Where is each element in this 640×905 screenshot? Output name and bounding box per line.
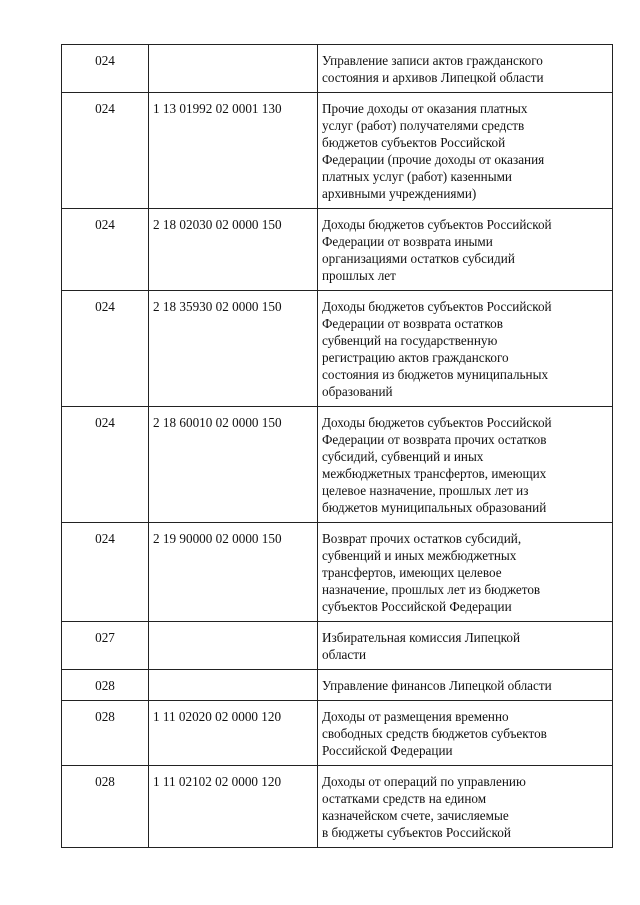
description-cell	[318, 291, 613, 407]
revenue-code-cell	[149, 670, 318, 701]
description-line: трансфертов, имеющих целевое	[322, 565, 502, 580]
description-line: назначение, прошлых лет из бюджетов	[322, 582, 541, 597]
description-line: бюджетов субъектов Российской	[322, 135, 506, 150]
table-row	[62, 45, 613, 93]
description-cell	[318, 407, 613, 523]
description-line: Российской Федерации	[322, 743, 453, 758]
revenue-code-cell: 1 11 02020 02 0000 120	[149, 701, 318, 766]
description-cell	[318, 622, 613, 670]
table-row	[62, 766, 613, 848]
description-line: архивными учреждениями)	[322, 186, 477, 201]
table-row	[62, 523, 613, 622]
description-line: Федерации от возврата иными	[322, 234, 493, 249]
description-line: субвенций на государственную	[322, 333, 498, 348]
description-line: Федерации (прочие доходы от оказания	[322, 152, 545, 167]
description-line: Доходы бюджетов субъектов Российской	[322, 415, 552, 430]
description-line: Возврат прочих остатков субсидий,	[322, 531, 522, 546]
description-line: остатками средств на едином	[322, 791, 487, 806]
description-line: платных услуг (работ) казенными	[322, 169, 512, 184]
description-cell	[318, 209, 613, 291]
description-line: состояния из бюджетов муниципальных	[322, 367, 549, 382]
admin-code-cell: 024	[62, 93, 149, 209]
description-line: Доходы от операций по управлению	[322, 774, 526, 789]
admin-code-cell: 024	[62, 291, 149, 407]
admin-code-cell: 028	[62, 701, 149, 766]
description-line: Управление финансов Липецкой области	[322, 678, 552, 693]
description-cell	[318, 45, 613, 93]
description-cell	[318, 523, 613, 622]
description-line: целевое назначение, прошлых лет из	[322, 483, 529, 498]
admin-code-cell: 024	[62, 209, 149, 291]
description-line: казначейском счете, зачисляемые	[322, 808, 509, 823]
revenue-code-cell: 2 18 02030 02 0000 150	[149, 209, 318, 291]
admin-code-cell: 024	[62, 45, 149, 93]
table-row	[62, 670, 613, 701]
description-line: Федерации от возврата прочих остатков	[322, 432, 547, 447]
description-line: субсидий, субвенций и иных	[322, 449, 484, 464]
description-line: прошлых лет	[322, 268, 396, 283]
revenue-code-cell: 2 19 90000 02 0000 150	[149, 523, 318, 622]
description-line: Федерации от возврата остатков	[322, 316, 503, 331]
description-line: Доходы бюджетов субъектов Российской	[322, 217, 552, 232]
admin-code-cell: 027	[62, 622, 149, 670]
revenue-code-cell	[149, 45, 318, 93]
description-line: межбюджетных трансфертов, имеющих	[322, 466, 547, 481]
revenue-code-cell: 1 11 02102 02 0000 120	[149, 766, 318, 848]
description-line: области	[322, 647, 367, 662]
description-line: образований	[322, 384, 393, 399]
revenue-code-cell	[149, 622, 318, 670]
description-cell	[318, 701, 613, 766]
table-row	[62, 209, 613, 291]
description-line: свободных средств бюджетов субъектов	[322, 726, 547, 741]
revenue-codes-table	[61, 44, 613, 848]
table-row	[62, 622, 613, 670]
admin-code-cell: 028	[62, 766, 149, 848]
description-line: услуг (работ) получателями средств	[322, 118, 525, 133]
admin-code-cell: 028	[62, 670, 149, 701]
admin-code-cell: 024	[62, 407, 149, 523]
description-line: субъектов Российской Федерации	[322, 599, 512, 614]
description-line: регистрацию актов гражданского	[322, 350, 509, 365]
description-line: Прочие доходы от оказания платных	[322, 101, 528, 116]
admin-code-cell: 024	[62, 523, 149, 622]
description-line: Доходы от размещения временно	[322, 709, 509, 724]
description-cell	[318, 93, 613, 209]
description-cell	[318, 670, 613, 701]
table-body	[62, 45, 613, 848]
description-line: бюджетов муниципальных образований	[322, 500, 547, 515]
description-line: состояния и архивов Липецкой области	[322, 70, 544, 85]
description-cell	[318, 766, 613, 848]
description-line: Управление записи актов гражданского	[322, 53, 543, 68]
description-line: в бюджеты субъектов Российской	[322, 825, 511, 840]
description-line: организациями остатков субсидий	[322, 251, 515, 266]
revenue-code-cell: 1 13 01992 02 0001 130	[149, 93, 318, 209]
table-row	[62, 291, 613, 407]
revenue-code-cell: 2 18 60010 02 0000 150	[149, 407, 318, 523]
table-row	[62, 701, 613, 766]
revenue-code-cell: 2 18 35930 02 0000 150	[149, 291, 318, 407]
table-row	[62, 93, 613, 209]
description-line: Избирательная комиссия Липецкой	[322, 630, 521, 645]
description-line: Доходы бюджетов субъектов Российской	[322, 299, 552, 314]
description-line: субвенций и иных межбюджетных	[322, 548, 517, 563]
table-row	[62, 407, 613, 523]
